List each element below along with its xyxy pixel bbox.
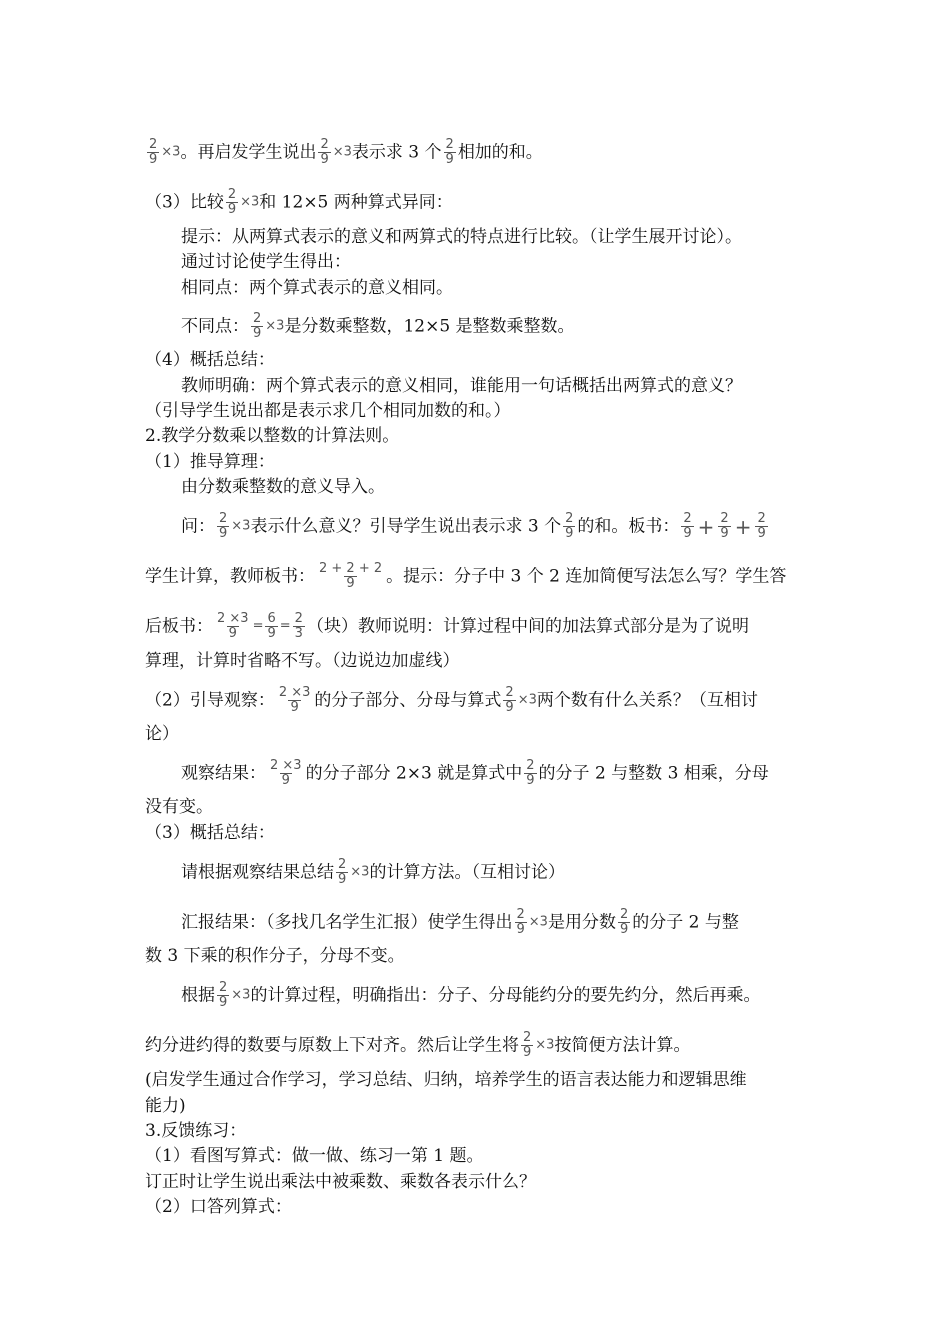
paragraph-line: 提示：从两算式表示的意义和两算式的特点进行比较。（让学生展开讨论）。 [181, 227, 742, 247]
fraction: $\frac{2}{9}$ [227, 187, 237, 217]
paragraph-line: 约分进约得的数要与原数上下对齐。然后让学生将 $\frac{2}{9}$ ×3按简便方法计算。 [145, 1030, 691, 1060]
paragraph-line: （2）引导观察： $\frac{2 \times 3}{9}$ 的分子部分、分母与算式 $\frac{2}{9}$ ×3两个数有什么关系？（互相讨 [145, 685, 758, 715]
fraction: $\frac{6}{9}$ [267, 611, 276, 641]
paragraph-line: 学生计算，教师板书： $\frac{2 + 2 + 2}{9}$ 。提示：分子中 3 个 2 连加简便写法怎么写？学生答 [145, 561, 787, 591]
paragraph-line: （3）比较 $\frac{2}{9}$ ×3和 12×5 两种算式异同： [145, 187, 453, 217]
paragraph-line: （3）概括总结： [145, 823, 275, 843]
fraction: $\frac{2 \times 3}{9}$ [278, 685, 311, 715]
paragraph-line: （4）概括总结： [145, 350, 275, 370]
paragraph-line: （引导学生说出都是表示求几个相同加数的和。） [145, 401, 511, 421]
fraction: $\frac{2}{9}$ [619, 907, 629, 937]
fraction: $\frac{2}{9}$ [526, 758, 535, 788]
fraction: $\frac{2}{9}$ [516, 907, 525, 937]
fraction: $\frac{2 \times 3}{9}$ [270, 758, 302, 788]
fraction: $\frac{2}{9}$ [219, 980, 228, 1010]
fraction: $\frac{2}{9}$ [320, 137, 329, 167]
paragraph-line: 问： $\frac{2}{9}$ ×3表示什么意义？引导学生说出表示求 3 个 $\frac{2}{9}$ 的和。板书： $\frac{2}{9}$ + $\frac{2}{9}$ + $\frac{2}{9}$ [181, 511, 766, 541]
section-heading: 3.反馈练习： [145, 1121, 247, 1141]
paragraph-line: 由分数乘整数的意义导入。 [181, 477, 385, 497]
paragraph-line: 相同点：两个算式表示的意义相同。 [181, 278, 453, 298]
paragraph-line: 论） [145, 724, 179, 744]
paragraph-line: 算理，计算时省略不写。（边说边加虚线） [145, 651, 460, 671]
fraction: $\frac{2}{9}$ [683, 511, 692, 541]
paragraph-line: （1）看图写算式：做一做、练习一第 1 题。 [145, 1146, 484, 1166]
paragraph-line: 没有变。 [145, 797, 213, 817]
paragraph-line: 数 3 下乘的积作分子，分母不变。 [145, 946, 405, 966]
fraction: $\frac{2}{9}$ [253, 311, 262, 341]
section-heading: 2.教学分数乘以整数的计算法则。 [145, 426, 400, 446]
fraction: $\frac{2}{9}$ [720, 511, 729, 541]
paragraph-line: 订正时让学生说出乘法中被乘数、乘数各表示什么？ [145, 1172, 536, 1192]
fraction: $\frac{2}{9}$ [445, 137, 454, 167]
paragraph-line: 汇报结果：（多找几名学生汇报）使学生得出 $\frac{2}{9}$ ×3是用分数 $\frac{2}{9}$ 的分子 2 与整 [181, 907, 739, 937]
fraction: $\frac{2}{9}$ [505, 685, 514, 715]
paragraph-line: 观察结果： $\frac{2 \times 3}{9}$ 的分子部分 2×3 就是算式中 $\frac{2}{9}$ 的分子 2 与整数 3 相乘，分母 [181, 758, 769, 788]
paragraph-line: 根据 $\frac{2}{9}$ ×3的计算过程，明确指出：分子、分母能约分的要先约分，然后再乘。 [181, 980, 761, 1010]
paragraph-line: （2）口答列算式： [145, 1197, 292, 1217]
fraction: $\frac{2 + 2 + 2}{9}$ [319, 561, 383, 591]
fraction: $\frac{2}{9}$ [523, 1030, 532, 1060]
paragraph-line: 不同点： $\frac{2}{9}$ ×3是分数乘整数，12×5 是整数乘整数。 [181, 311, 575, 341]
paragraph-line: $\frac{2}{9}$ ×3。再启发学生说出 $\frac{2}{9}$ ×3表示求 3 个 $\frac{2}{9}$ 相加的和。 [149, 137, 543, 167]
paragraph-line: 通过讨论使学生得出： [181, 252, 351, 272]
fraction: $\frac{2}{9}$ [757, 511, 766, 541]
paragraph-line: (启发学生通过合作学习，学习总结、归纳，培养学生的语言表达能力和逻辑思维 [145, 1070, 747, 1090]
fraction: $\frac{2}{9}$ [219, 511, 228, 541]
fraction: $\frac{2}{3}$ [294, 611, 303, 641]
fraction: $\frac{2}{9}$ [338, 857, 347, 887]
paragraph-line: 能力) [145, 1096, 186, 1116]
paragraph-line: 后板书： $\frac{2 \times 3}{9}$ = $\frac{6}{9}$ = $\frac{2}{3}$ （块）教师说明：计算过程中间的加法算式部分是为了说明 [145, 611, 749, 641]
paragraph-line: 请根据观察结果总结 $\frac{2}{9}$ ×3的计算方法。（互相讨论） [181, 857, 565, 887]
fraction: $\frac{2}{9}$ [149, 137, 158, 167]
fraction: $\frac{2 \times 3}{9}$ [217, 611, 249, 641]
fraction: $\frac{2}{9}$ [565, 511, 574, 541]
paragraph-line: （1）推导算理： [145, 452, 275, 472]
paragraph-line: 教师明确：两个算式表示的意义相同，谁能用一句话概括出两算式的意义？ [181, 376, 742, 396]
